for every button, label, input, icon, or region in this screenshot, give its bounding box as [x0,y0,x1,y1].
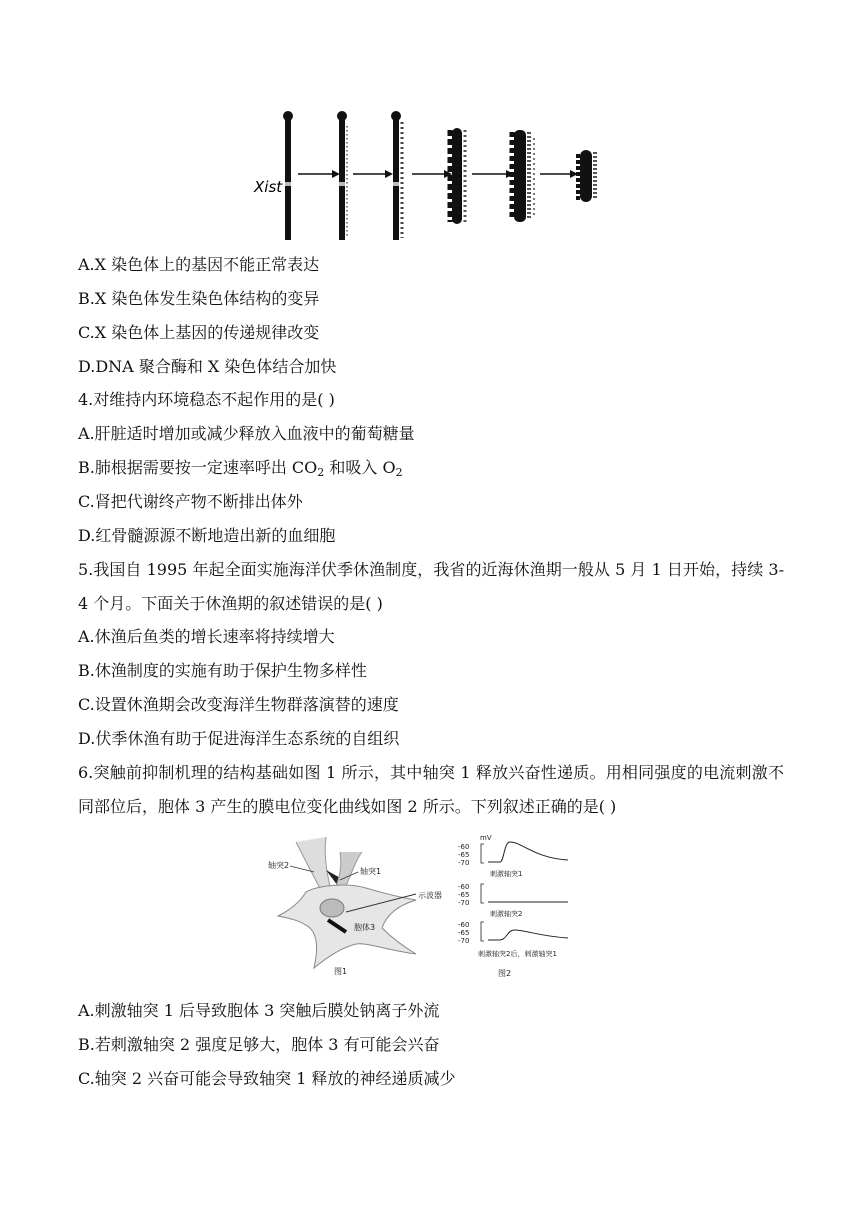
q5-option-b: B.休渔制度的实施有助于保护生物多样性 [78,661,367,680]
figure2-membrane-potential [452,832,602,982]
figure1-label-soma3: 胞体3 [354,923,376,932]
q4-b-mid: 和吸入 O [324,458,396,477]
q5-option-d: D.伏季休渔有助于促进海洋生态系统的自组织 [78,729,400,748]
figure2-p1-tick-65: -65 [458,851,470,859]
figure1-caption: 图1 [334,967,348,976]
figure2-panel2-label: 刺激轴突2 [490,910,523,918]
figure2-panel1-label: 刺激轴突1 [490,870,523,878]
figure1-label-oscilloscope: 示波器 [418,891,442,900]
xist-chromosome-figure [250,108,610,242]
q4-option-d: D.红骨髓源源不断地造出新的血细胞 [78,526,336,545]
figure2-p1-tick-60: -60 [458,843,470,851]
q6-option-c: C.轴突 2 兴奋可能会导致轴突 1 释放的神经递质减少 [78,1069,456,1088]
figure2-p2-tick-70: -70 [458,899,470,907]
figure2-p1-tick-70: -70 [458,859,470,867]
q5-option-a: A.休渔后鱼类的增长速率将持续增大 [78,627,335,646]
q5-option-c: C.设置休渔期会改变海洋生物群落演替的速度 [78,695,399,714]
figure2-p3-tick-70: -70 [458,937,470,945]
figure2-panel3-label: 刺激轴突2后，刺激轴突1 [478,950,557,958]
figure2-p3-tick-60: -60 [458,921,470,929]
figure1-label-axon1: 轴突1 [360,867,382,876]
xist-label: Xist [254,178,283,196]
figure2-p2-tick-65: -65 [458,891,470,899]
q4-b-sub2: 2 [395,466,403,479]
q6-option-b: B.若刺激轴突 2 强度足够大，胞体 3 有可能会兴奋 [78,1035,440,1054]
figure1-synapse-diagram [266,832,446,980]
q4-option-b [78,458,403,483]
q6-option-a: A.刺激轴突 1 后导致胞体 3 突触后膜处钠离子外流 [78,1001,440,1020]
figure2-p2-tick-60: -60 [458,883,470,891]
figure1-label-axon2: 轴突2 [268,861,290,870]
figure2-p3-tick-65: -65 [458,929,470,937]
q4-option-c: C.肾把代谢终产物不断排出体外 [78,492,303,511]
figure2-caption: 图2 [498,969,512,978]
q4-b-sub1: 2 [317,466,325,479]
q3-option-b: B.X 染色体发生染色体结构的变异 [78,289,320,308]
q3-option-a: A.X 染色体上的基因不能正常表达 [78,255,320,274]
q4-option-a: A.肝脏适时增加或减少释放入血液中的葡萄糖量 [78,424,415,443]
figure2-unit: mV [480,834,492,842]
q3-option-c: C.X 染色体上基因的传递规律改变 [78,323,320,342]
q4-b-pre: B.肺根据需要按一定速率呼出 CO [78,458,318,477]
q4-stem: 4.对维持内环境稳态不起作用的是( ) [78,390,335,409]
q3-option-d: D.DNA 聚合酶和 X 染色体结合加快 [78,357,337,376]
q6-stem: 6.突触前抑制机理的结构基础如图 1 所示，其中轴突 1 释放兴奋性递质。用相同强度的电流刺激不同部位后，胞体 3 产生的膜电位变化曲线如图 2 所示。下列叙述正确的是( ) [78,763,784,816]
q5-stem: 5.我国自 1995 年起全面实施海洋伏季休渔制度，我省的近海休渔期一般从 5 月 1 日开始，持续 3-4 个月。下面关于休渔期的叙述错误的是( ) [78,560,784,613]
